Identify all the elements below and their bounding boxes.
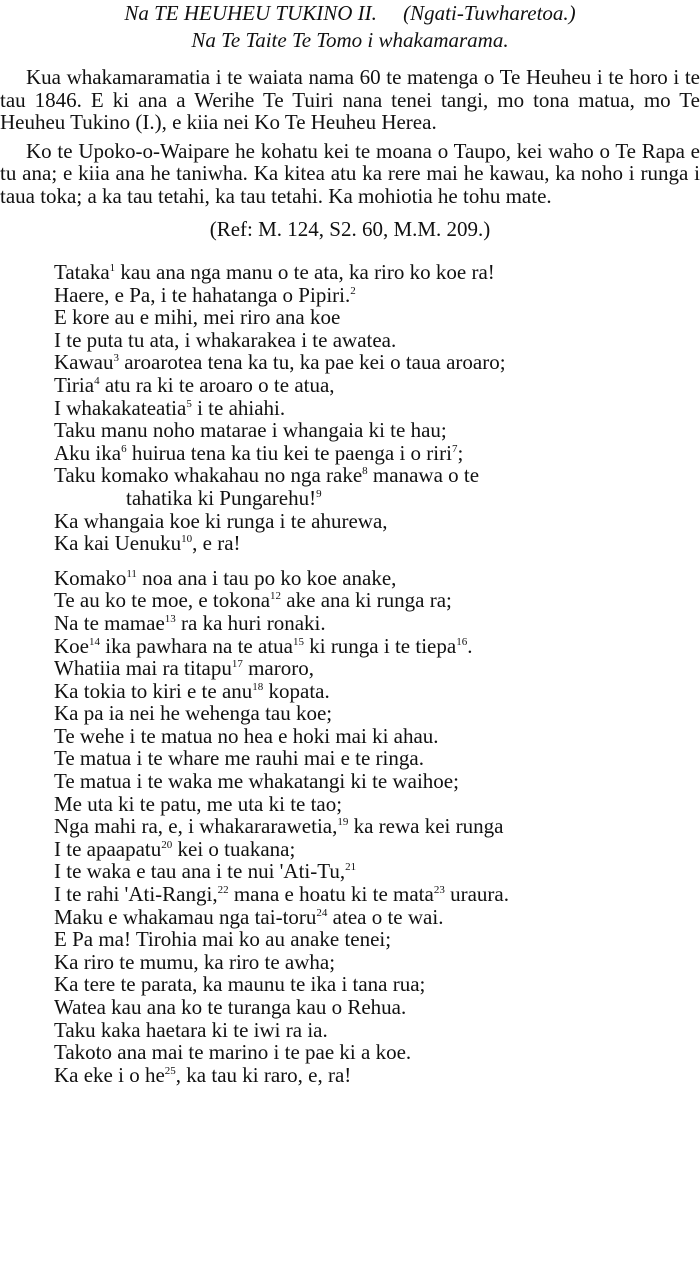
poem-line: Tiria$^4$ atu ra ki te aroaro o te atua, (54, 372, 335, 397)
poem-line: Kawau$^3$ aroarotea tena ka tu, ka pae kei o taua aroaro; (54, 350, 506, 375)
poem-line: Ka pa ia nei he wehenga tau koe; (54, 701, 333, 726)
poem-line: Ka whangaia koe ki runga i te ahurewa, (54, 508, 388, 533)
intro-paragraph-2: Ko te Upoko-o-Waipare he kohatu kei te moana o Taupo, kei waho o Te Rapa e tu ana; e kiia ana he taniwha. Ka kitea atu ka rere mai he kawau, ka noho i runga i taua toka; a ka tau tetahi, ka tau tetahi. Ka mohiotia he tohu mate. (0, 138, 700, 208)
poem-line: Tataka$^1$ kau ana nga manu o te ata, ka riro ko koe ra! (54, 260, 495, 284)
poem-line: Aku ika$^6$ huirua tena ka tiu kei te paenga i o riri$^7$; (54, 440, 464, 465)
poem-stanza (54, 567, 700, 1087)
poem-line: Komako$^{11}$ noa ana i tau po ko koe anake, (54, 565, 397, 590)
poem-line: Ka kai Uenuku$^{10}$, e ra! (54, 531, 241, 556)
poem-line: Ka tokia to kiri e te anu$^{18}$ kopata. (54, 678, 330, 703)
intro-paragraph-1: Kua whakamaramatia i te waiata nama 60 te matenga o Te Heuheu i te horo i te tau 1846. E ki ana a Werihe Te Tuiri nana tenei tangi, mo tona matua, mo Te Heuheu Tukino (I.), e kiia nei Ko Te Heuheu Herea. (0, 65, 700, 134)
poem-line: Haere, e Pa, i te hahatanga o Pipiri.$^2$ (54, 282, 356, 307)
poem-line: I te rahi 'Ati-Rangi,$^{22}$ mana e hoatu ki te mata$^{23}$ uraura. (54, 882, 509, 907)
poem-line: I te puta tu ata, i whakarakea i te awatea. (54, 327, 397, 352)
poem-line: Taku komako whakahau no nga rake$^8$ manawa o te (54, 463, 480, 488)
poem-line: Te matua i te waka me whakatangi ki te waihoe; (54, 769, 459, 794)
poem-line: Ka tere te parata, ka maunu te ika i tana rua; (54, 972, 426, 997)
poem-line: Taku manu noho matarae i whangaia ki te hau; (54, 418, 447, 443)
poem-line: Ka eke i o $he^{25}$, ka tau ki raro, e, ra! (54, 1062, 352, 1087)
poem-line: I whakakateatia$^5$ i te ahiahi. (54, 395, 286, 420)
poem-line: E kore au e mihi, mei riro ana koe (54, 305, 341, 330)
poem (54, 261, 700, 1086)
poem-line: I te apaapatu$^{20}$ kei o tuakana; (54, 836, 296, 861)
poem-line: Maku e whakamau nga tai-toru$^{24}$ atea o te wai. (54, 904, 444, 929)
poem-line: Takoto ana mai te marino i te pae ki a koe. (54, 1040, 412, 1065)
song-subtitle: Na Te Taite Te Tomo i whakamarama. (191, 28, 509, 52)
poem-line: Te matua i te whare me rauhi mai e te ringa. (54, 746, 424, 771)
poem-line: tahatika ki Pungarehu!$^9$ (126, 485, 322, 510)
poem-line: Whatiia mai ra titapu$^{17}$ maroro, (54, 656, 314, 681)
poem-line: Me uta ki te patu, me uta ki te tao; (54, 791, 343, 816)
poem-line: Nga mahi ra, e, i whakararawetia,$^{19}$ ka rewa kei runga (54, 814, 504, 839)
poem-line: Watea kau ana ko te turanga kau o Rehua. (54, 995, 407, 1019)
poem-line: Te wehe i te matua no hea e hoki mai ki ahau. (54, 723, 439, 748)
poem-line: I te waka e tau ana i te nui 'Ati-Tu,$^{21}$ (54, 859, 357, 884)
introduction (0, 66, 700, 207)
poem-line: E Pa ma! Tirohia mai ko au anake tenei; (54, 927, 392, 952)
poem-stanza (54, 261, 700, 555)
poem-line: Na te mamae$^{13}$ ra ka huri ronaki. (54, 610, 326, 635)
poem-line: Koe$^{14}$ ika pawhara na te atua$^{15}$ ki runga i te tiepa$^{16}$. (54, 633, 473, 658)
song-title: Na TE HEUHEU TUKINO II. (Ngati-Tuwharetoa.) (124, 1, 576, 25)
poem-line: Taku kaka haetara ki te iwi ra ia. (54, 1017, 328, 1042)
reference-line: (Ref: M. 124, S2. 60, M.M. 209.) (209, 217, 491, 241)
poem-line: Te au ko te moe, e tokona$^{12}$ ake ana ki runga ra; (54, 588, 452, 613)
poem-line: Ka riro te mumu, ka riro te awha; (54, 949, 336, 974)
